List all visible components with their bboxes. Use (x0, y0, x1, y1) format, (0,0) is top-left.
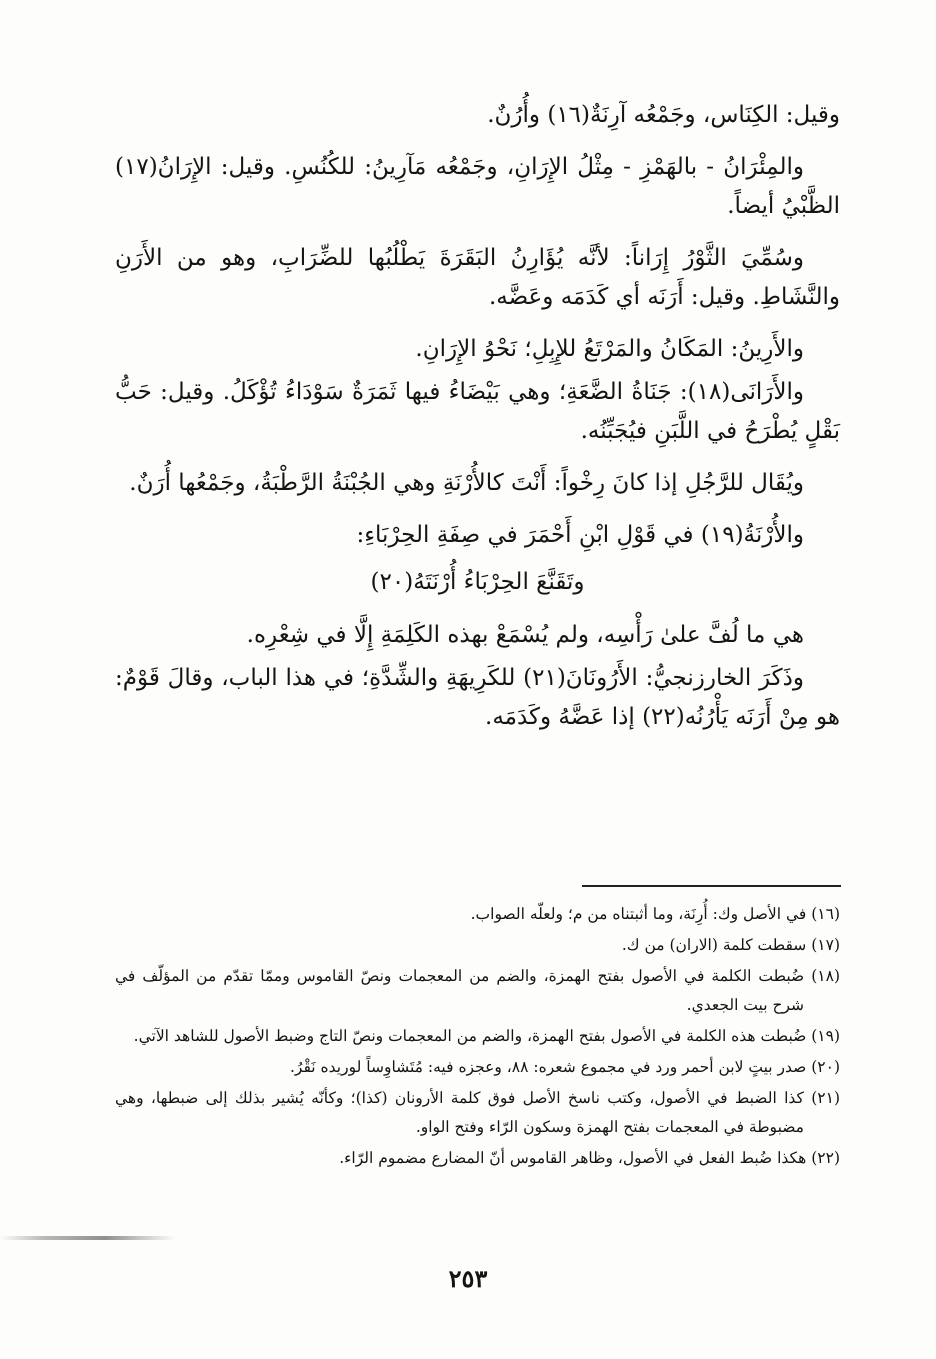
verse-line: وتَقَنَّعَ الحِرْبَاءُ أُرْنَتَهُ(٢٠) (370, 569, 585, 595)
footnote: (١٩) ضُبطت هذه الكلمة في الأصول بفتح الهمزة، والضم من المعجمات ونصّ التاج وضبط الأصول للشاهد الآتي. (133, 1027, 840, 1045)
footnote: (١٦) في الأصل وك: أُرِنَة، وما أثبتناه من م؛ ولعلّه الصواب. (470, 905, 840, 923)
paragraph: وقيل: الكِنَاس، وجَمْعُه آرِنَةٌ(١٦) وأُرُنٌ. (487, 102, 840, 128)
paragraph: والأَرِينُ: المَكَانُ والمَرْتَعُ للإِبِلِ؛ نَحْوُ الإِرَانِ. (415, 336, 804, 362)
footnote: (٢٢) هكذا ضُبط الفعل في الأصول، وظاهر القاموس أنّ المضارع مضموم الرّاء. (339, 1149, 840, 1167)
footnotes (115, 900, 840, 1175)
paragraph: والمِئْرَانُ - بالهَمْزِ - مِثْلُ الإِرَانِ، وجَمْعُه مَآرِينُ: للكُنُسِ. وقيل: الإِرَانُ(١٧) الظَّبْيُ أيضاً. (115, 154, 840, 219)
paragraph: والأُرْنَةُ(١٩) في قَوْلِ ابْنِ أَحْمَرَ في صِفَةِ الحِرْبَاءِ: (356, 522, 804, 548)
footnote: (١٨) ضُبطت الكلمة في الأصول بفتح الهمزة، والضم من المعجمات ونصّ القاموس وممّا تقدّم من المؤلّف في شرح بيت الجعدي. (115, 967, 840, 1014)
footnote: (٢١) كذا الضبط في الأصول، وكتب ناسخ الأصل فوق كلمة الأرونان (كذا)؛ وكأنّه يُشير بذلك إلى ضبطها، وهي مضبوطة في المعجمات بفتح الهمزة وسكون الرّاء وفتح الواو. (115, 1089, 840, 1136)
page-number: ٢٥٣ (448, 1264, 488, 1293)
footnote: (٢٠) صدر بيتٍ لابن أحمر ورد في مجموع شعره: ٨٨، وعجزه فيه: مُتَشاوِساً لوريده نَقْرُ. (289, 1058, 840, 1076)
paragraph: وسُمِّيَ الثَّوْرُ إِرَاناً: لأنَّه يُؤَارِنُ البَقَرَةَ يَطْلُبُها للضِّرَابِ، وهو من الأَرَنِ والنَّشَاطِ. وقيل: أَرَنَه أي كَدَمَه وعَضَّه. (115, 245, 840, 310)
paragraph: وذَكَرَ الخارزنجيُّ: الأَرُونَانَ(٢١) للكَرِيهَةِ والشِّدَّةِ؛ في هذا الباب، وقالَ قَوْمٌ: هو مِنْ أَرَنَه يَأْرُنُه(٢٢) إذا عَضَّهُ وكَدَمَه. (115, 665, 840, 730)
paragraph: ويُقَال للرَّجُلِ إذا كانَ رِخْواً: أَنْتَ كالأُرْنَةِ وهي الجُبْنَةُ الرَّطْبَةُ، وجَمْعُها أُرَنٌ. (129, 470, 804, 496)
footnote-divider (582, 885, 841, 887)
main-text (115, 96, 840, 750)
paragraph: والأَرَانَى(١٨): جَنَاةُ الضَّعَةِ؛ وهي بَيْضَاءُ فيها ثَمَرَةٌ سَوْدَاءُ تُؤْكَلُ. وقيل: حَبُّ بَقْلٍ يُطْرَحُ في اللَّبَنِ فيُجَبِّنُه. (115, 379, 840, 444)
paragraph: هي ما لُفَّ علىٰ رَأْسِه، ولم يُسْمَعْ بهذه الكَلِمَةِ إِلَّا في شِعْرِه. (246, 622, 804, 648)
footnote: (١٧) سقطت كلمة (الاران) من ك. (621, 936, 840, 954)
scan-artifact (0, 1236, 175, 1240)
